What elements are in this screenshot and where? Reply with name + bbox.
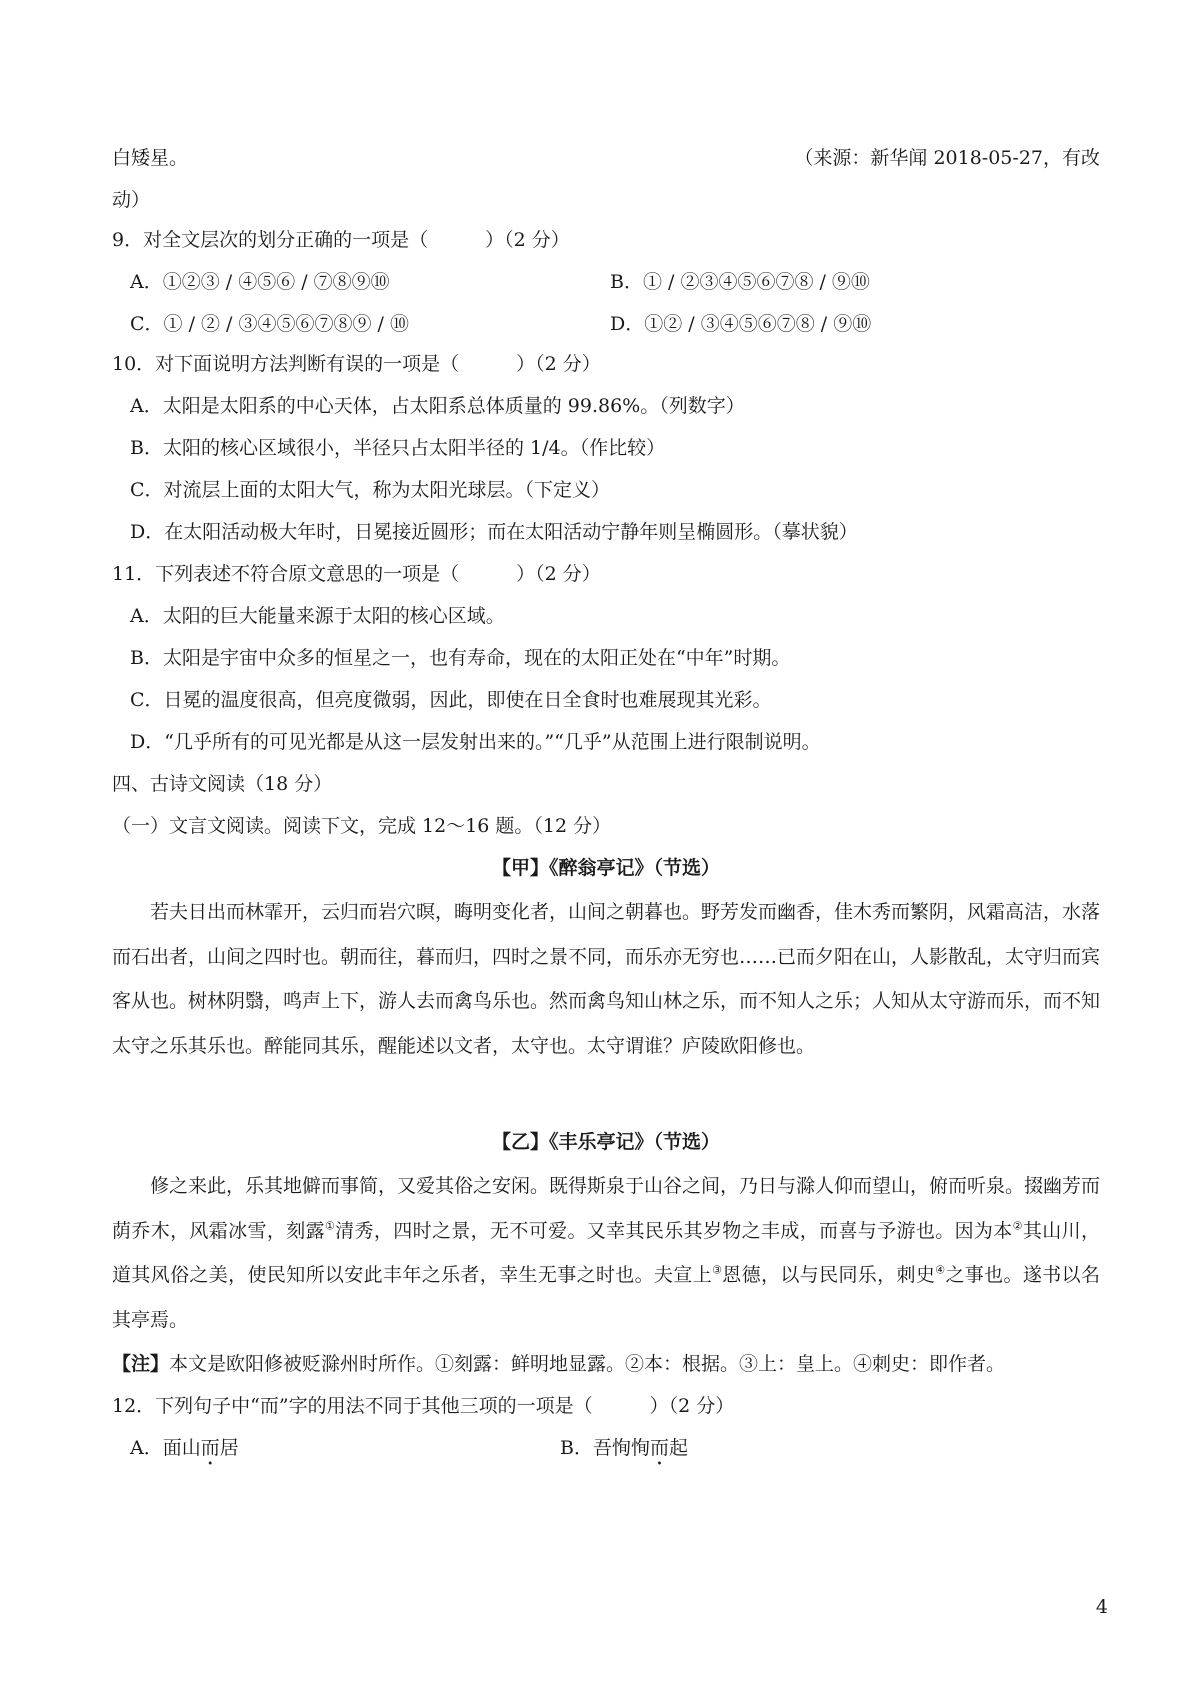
question-9-option-b: B．① / ②③④⑤⑥⑦⑧ / ⑨⑩ [610, 271, 870, 293]
question-9-option-d: D．①② / ③④⑤⑥⑦⑧ / ⑨⑩ [610, 313, 872, 335]
question-9-option-a: A．①②③ / ④⑤⑥ / ⑦⑧⑨⑩ [130, 271, 390, 293]
question-11-option-c: C．日冕的温度很高，但亮度微弱，因此，即使在日全食时也难展现其光彩。 [130, 689, 772, 711]
source-citation: （来源：新华闻 2018-05-27，有改 [794, 147, 1100, 169]
question-12-stem: 12．下列句子中“而”字的用法不同于其他三项的一项是（ ）（2 分） [112, 1395, 735, 1417]
question-10-option-b: B．太阳的核心区域很小，半径只占太阳半径的 1/4。（作比较） [130, 437, 666, 459]
section-4-subsection-1: （一）文言文阅读。阅读下文，完成 12～16 题。（12 分） [112, 815, 612, 837]
text-yi-body: 修之来此，乐其地僻而事简，又爱其俗之安闲。既得斯泉于山谷之间，乃日与滁人仰而望山，俯而听泉。掇幽芳而荫乔木，风霜冰雪，刻露①清秀，四时之景，无不可爱。又幸其民乐其岁物之丰成，而喜与予游也。因为本②其山川，道其风俗之美，使民知所以安此丰年之乐者，幸生无事之时也。夫宣上③恩德，以与民同乐，刺史④之事也。遂书以名其亭焉。 [112, 1175, 1101, 1331]
question-10-stem: 10．对下面说明方法判断有误的一项是（ ）（2 分） [112, 353, 601, 375]
question-10-option-d: D．在太阳活动极大年时，日冕接近圆形；而在太阳活动宁静年则呈椭圆形。（摹状貌） [130, 521, 858, 543]
text-jia-body: 若夫日出而林霏开，云归而岩穴暝，晦明变化者，山间之朝暮也。野芳发而幽香，佳木秀而繁阴，风霜高洁，水落而石出者，山间之四时也。朝而往，暮而归，四时之景不同，而乐亦无穷也……已而夕阳在山，人影散乱，太守归而宾客从也。树林阴翳，鸣声上下，游人去而禽鸟乐也。然而禽鸟知山林之乐，而不知人之乐；人知从太守游而乐，而不知太守之乐其乐也。醉能同其乐，醒能述以文者，太守也。太守谓谁？庐陵欧阳修也。 [112, 901, 1101, 1057]
note-label: 【注】 [112, 1353, 170, 1375]
footnote-marker-2: ② [1012, 1219, 1023, 1233]
question-11-option-d: D．“几乎所有的可见光都是从这一层发射出来的。”“几乎”从范围上进行限制说明。 [130, 731, 821, 753]
text-yi-title: 【乙】《丰乐亭记》（节选） [491, 1131, 720, 1153]
question-12-option-a: A．面山而居 [130, 1437, 239, 1459]
page-number: 4 [1095, 1596, 1108, 1618]
source-wrap: 动） [112, 189, 151, 211]
question-12-option-b: B．吾恂恂而起 [560, 1437, 688, 1459]
question-11-stem: 11．下列表述不符合原文意思的一项是（ ）（2 分） [112, 563, 601, 585]
question-11-option-b: B．太阳是宇宙中众多的恒星之一，也有寿命，现在的太阳正处在“中年”时期。 [130, 647, 791, 669]
question-10-option-c: C．对流层上面的太阳大气，称为太阳光球层。（下定义） [130, 479, 611, 501]
note-text: 本文是欧阳修被贬滁州时所作。①刻露：鲜明地显露。②本：根据。③上：皇上。④刺史：即作者。 [169, 1353, 1006, 1375]
question-9-option-c: C．① / ② / ③④⑤⑥⑦⑧⑨ / ⑩ [130, 313, 409, 335]
footnote-marker-4: ④ [935, 1263, 946, 1277]
question-9-stem: 9．对全文层次的划分正确的一项是（ ）（2 分） [112, 229, 570, 251]
emphasis-char: 而 [200, 1437, 220, 1459]
footnote-marker-3: ③ [712, 1263, 723, 1277]
source-left: 白矮星。 [112, 147, 189, 169]
text-jia-title: 【甲】《醉翁亭记》（节选） [491, 857, 720, 879]
question-11-option-a: A．太阳的巨大能量来源于太阳的核心区域。 [130, 605, 505, 627]
section-4-title: 四、古诗文阅读（18 分） [112, 773, 333, 795]
annotation-note [112, 1342, 1100, 1386]
question-10-option-a: A．太阳是太阳系的中心天体，占太阳系总体质量的 99.86%。（列数字） [130, 395, 745, 417]
footnote-marker-1: ① [324, 1219, 336, 1233]
emphasis-char: 而 [649, 1437, 669, 1459]
